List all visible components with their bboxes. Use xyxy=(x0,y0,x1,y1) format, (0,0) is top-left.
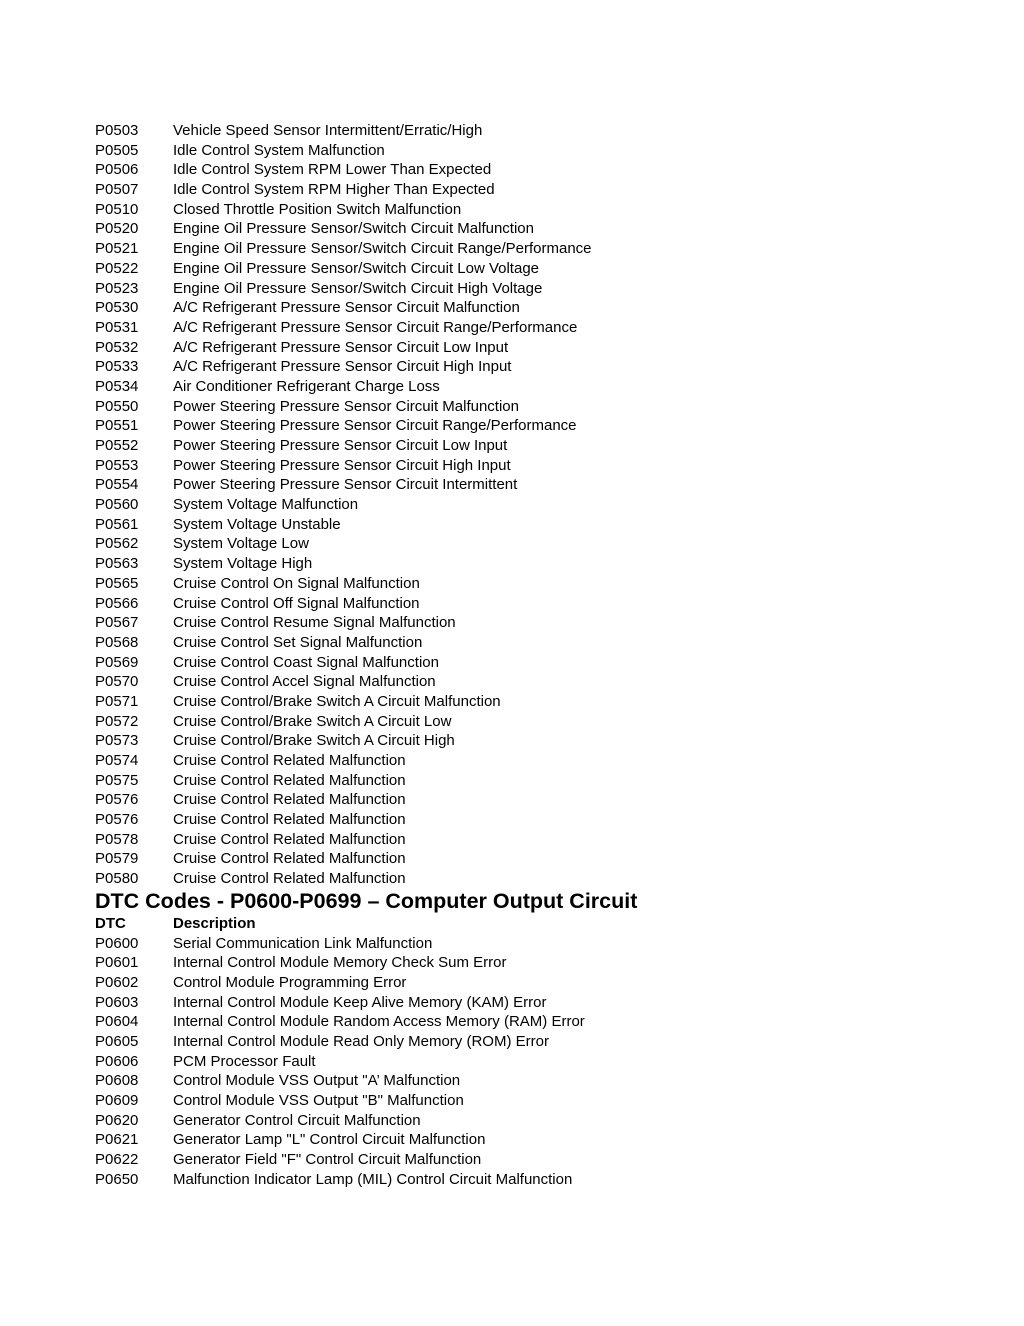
dtc-code: P0506 xyxy=(95,161,139,179)
table-row xyxy=(95,219,975,239)
dtc-code: P0505 xyxy=(95,141,139,159)
dtc-code: P0571 xyxy=(95,692,139,710)
dtc-description: PCM Processor Fault xyxy=(173,1052,316,1070)
table-row xyxy=(95,633,975,653)
dtc-code: P0650 xyxy=(95,1170,139,1188)
dtc-code: P0561 xyxy=(95,515,139,533)
dtc-code: P0554 xyxy=(95,476,139,494)
dtc-code: P0608 xyxy=(95,1072,139,1090)
table-row xyxy=(95,160,975,180)
table-header xyxy=(95,914,975,934)
dtc-code: P0533 xyxy=(95,358,139,376)
dtc-code: P0567 xyxy=(95,614,139,632)
dtc-description: Cruise Control Related Malfunction xyxy=(173,830,406,848)
dtc-description: System Voltage Malfunction xyxy=(173,496,359,514)
dtc-description: Idle Control System RPM Lower Than Expected xyxy=(173,161,492,179)
dtc-code: P0552 xyxy=(95,437,139,454)
dtc-description: Internal Control Module Random Access Memory (RAM) Error xyxy=(173,1013,585,1031)
dtc-description: Serial Communication Link Malfunction xyxy=(173,934,433,952)
dtc-code: P0503 xyxy=(95,122,139,139)
dtc-code: P0620 xyxy=(95,1111,139,1129)
dtc-description: A/C Refrigerant Pressure Sensor Circuit Range/Performance xyxy=(173,318,578,336)
dtc-description: Power Steering Pressure Sensor Circuit Malfunction xyxy=(173,397,519,415)
table-row xyxy=(95,475,975,495)
table-row xyxy=(95,279,975,299)
table-row xyxy=(95,1032,975,1052)
dtc-code: P0523 xyxy=(95,279,139,297)
dtc-description: Cruise Control Related Malfunction xyxy=(173,811,406,829)
table-row xyxy=(95,121,975,141)
dtc-code: P0572 xyxy=(95,712,139,730)
dtc-code: P0602 xyxy=(95,973,139,991)
dtc-description: System Voltage Unstable xyxy=(173,515,341,533)
dtc-description: Internal Control Module Read Only Memory (ROM) Error xyxy=(173,1032,549,1050)
document-page xyxy=(95,121,975,1189)
dtc-code: P0622 xyxy=(95,1151,139,1169)
table-row xyxy=(95,259,975,279)
dtc-description: Cruise Control On Signal Malfunction xyxy=(173,574,420,592)
table-row xyxy=(95,318,975,338)
dtc-description: A/C Refrigerant Pressure Sensor Circuit Malfunction xyxy=(173,299,520,317)
table-row xyxy=(95,1130,975,1150)
dtc-code: P0530 xyxy=(95,299,139,317)
dtc-code: P0621 xyxy=(95,1131,139,1149)
header-description: Description xyxy=(173,914,256,932)
table-row xyxy=(95,1091,975,1111)
dtc-code: P0550 xyxy=(95,397,139,415)
table-row xyxy=(95,377,975,397)
dtc-description: Cruise Control/Brake Switch A Circuit Low xyxy=(173,712,452,730)
table-row xyxy=(95,200,975,220)
table-row xyxy=(95,1150,975,1170)
dtc-description: A/C Refrigerant Pressure Sensor Circuit Low Input xyxy=(173,338,509,356)
table-row xyxy=(95,456,975,476)
dtc-description: Idle Control System RPM Higher Than Expected xyxy=(173,181,495,199)
table-row xyxy=(95,1170,975,1190)
dtc-description: Engine Oil Pressure Sensor/Switch Circuit Low Voltage xyxy=(173,259,540,277)
dtc-code: P0531 xyxy=(95,318,139,336)
dtc-code: P0579 xyxy=(95,850,139,868)
dtc-code-list-p0500 xyxy=(95,121,975,889)
dtc-code: P0565 xyxy=(95,574,139,592)
dtc-code: P0520 xyxy=(95,220,139,238)
dtc-code: P0605 xyxy=(95,1032,139,1050)
table-row xyxy=(95,357,975,377)
table-row xyxy=(95,1052,975,1072)
dtc-code: P0600 xyxy=(95,934,139,952)
dtc-code: P0553 xyxy=(95,456,139,474)
table-row xyxy=(95,973,975,993)
table-row xyxy=(95,397,975,417)
dtc-code: P0507 xyxy=(95,181,139,199)
dtc-description: Control Module VSS Output "B" Malfunction xyxy=(173,1092,464,1109)
dtc-description: Cruise Control Resume Signal Malfunction xyxy=(173,614,456,632)
table-row xyxy=(95,495,975,515)
dtc-description: Internal Control Module Memory Check Sum Error xyxy=(173,954,507,972)
section-title: DTC Codes - P0600-P0699 – Computer Output Circuit xyxy=(95,888,638,913)
dtc-description: Cruise Control Related Malfunction xyxy=(173,752,406,769)
table-row xyxy=(95,712,975,732)
table-row xyxy=(95,934,975,954)
table-row xyxy=(95,613,975,633)
table-row xyxy=(95,751,975,771)
table-row xyxy=(95,1111,975,1131)
dtc-description: Engine Oil Pressure Sensor/Switch Circuit High Voltage xyxy=(173,279,543,297)
table-row xyxy=(95,239,975,259)
dtc-code: P0575 xyxy=(95,771,139,789)
dtc-code: P0573 xyxy=(95,732,139,750)
dtc-description: System Voltage High xyxy=(173,555,313,573)
table-row xyxy=(95,534,975,554)
table-row xyxy=(95,849,975,869)
dtc-code: P0570 xyxy=(95,673,139,691)
table-row xyxy=(95,672,975,692)
table-row xyxy=(95,436,975,456)
dtc-description: Air Conditioner Refrigerant Charge Loss xyxy=(173,377,440,395)
dtc-description: Vehicle Speed Sensor Intermittent/Erratic/High xyxy=(173,122,483,139)
dtc-code: P0562 xyxy=(95,535,139,553)
table-row xyxy=(95,790,975,810)
dtc-code: P0576 xyxy=(95,811,139,829)
table-row xyxy=(95,416,975,436)
dtc-description: Internal Control Module Keep Alive Memory (KAM) Error xyxy=(173,993,547,1011)
dtc-description: Generator Field "F" Control Circuit Malfunction xyxy=(173,1151,482,1169)
dtc-description: System Voltage Low xyxy=(173,535,309,553)
dtc-description: Engine Oil Pressure Sensor/Switch Circuit Range/Performance xyxy=(173,240,592,258)
dtc-code: P0563 xyxy=(95,555,139,573)
dtc-description: Cruise Control Related Malfunction xyxy=(173,870,406,888)
table-row xyxy=(95,993,975,1013)
table-row xyxy=(95,953,975,973)
dtc-code: P0568 xyxy=(95,633,139,651)
dtc-description: Cruise Control Accel Signal Malfunction xyxy=(173,673,436,691)
dtc-description: Power Steering Pressure Sensor Circuit High Input xyxy=(173,456,511,474)
dtc-description: Engine Oil Pressure Sensor/Switch Circuit Malfunction xyxy=(173,220,534,238)
dtc-description: Power Steering Pressure Sensor Circuit Low Input xyxy=(173,437,508,454)
dtc-code: P0566 xyxy=(95,594,139,612)
dtc-description: Power Steering Pressure Sensor Circuit Intermittent xyxy=(173,476,518,494)
dtc-code: P0510 xyxy=(95,200,139,218)
table-row xyxy=(95,869,975,889)
dtc-description: Cruise Control/Brake Switch A Circuit Malfunction xyxy=(173,692,501,710)
table-row xyxy=(95,731,975,751)
table-row xyxy=(95,594,975,614)
dtc-code: P0521 xyxy=(95,240,139,258)
dtc-code: P0576 xyxy=(95,791,139,809)
dtc-code: P0534 xyxy=(95,377,139,395)
dtc-description: Cruise Control Coast Signal Malfunction xyxy=(173,653,439,671)
dtc-code: P0560 xyxy=(95,496,139,514)
header-dtc: DTC xyxy=(95,914,126,932)
dtc-description: Control Module VSS Output "A’ Malfunction xyxy=(173,1072,461,1090)
dtc-code: P0603 xyxy=(95,993,139,1011)
dtc-description: Cruise Control Related Malfunction xyxy=(173,771,406,789)
dtc-description: Cruise Control Off Signal Malfunction xyxy=(173,594,420,612)
table-row xyxy=(95,338,975,358)
table-row xyxy=(95,574,975,594)
table-row xyxy=(95,515,975,535)
table-row xyxy=(95,830,975,850)
dtc-code: P0569 xyxy=(95,653,139,671)
dtc-code: P0609 xyxy=(95,1092,139,1109)
table-row xyxy=(95,810,975,830)
dtc-code: P0532 xyxy=(95,338,139,356)
dtc-code: P0578 xyxy=(95,830,139,848)
table-row xyxy=(95,180,975,200)
dtc-description: Cruise Control/Brake Switch A Circuit High xyxy=(173,732,455,750)
dtc-code: P0574 xyxy=(95,752,139,769)
dtc-code: P0606 xyxy=(95,1052,139,1070)
dtc-description: Malfunction Indicator Lamp (MIL) Control Circuit Malfunction xyxy=(173,1170,573,1188)
table-row xyxy=(95,653,975,673)
dtc-description: Generator Lamp "L" Control Circuit Malfunction xyxy=(173,1131,486,1149)
dtc-description: Control Module Programming Error xyxy=(173,973,407,991)
dtc-code: P0580 xyxy=(95,870,139,888)
dtc-description: Idle Control System Malfunction xyxy=(173,141,385,159)
dtc-description: Cruise Control Related Malfunction xyxy=(173,791,406,809)
dtc-code-list-p0600 xyxy=(95,934,975,1190)
dtc-description: Cruise Control Related Malfunction xyxy=(173,850,406,868)
dtc-code: P0601 xyxy=(95,954,139,972)
dtc-code: P0522 xyxy=(95,259,139,277)
table-row xyxy=(95,771,975,791)
dtc-description: Power Steering Pressure Sensor Circuit Range/Performance xyxy=(173,417,577,435)
dtc-description: Closed Throttle Position Switch Malfunction xyxy=(173,200,462,218)
dtc-code: P0551 xyxy=(95,417,139,435)
table-row xyxy=(95,141,975,161)
table-row xyxy=(95,1071,975,1091)
dtc-description: A/C Refrigerant Pressure Sensor Circuit High Input xyxy=(173,358,512,376)
table-row xyxy=(95,298,975,318)
table-row xyxy=(95,1012,975,1032)
dtc-description: Cruise Control Set Signal Malfunction xyxy=(173,633,423,651)
table-row xyxy=(95,554,975,574)
table-row xyxy=(95,692,975,712)
dtc-description: Generator Control Circuit Malfunction xyxy=(173,1111,421,1129)
dtc-code: P0604 xyxy=(95,1013,139,1031)
